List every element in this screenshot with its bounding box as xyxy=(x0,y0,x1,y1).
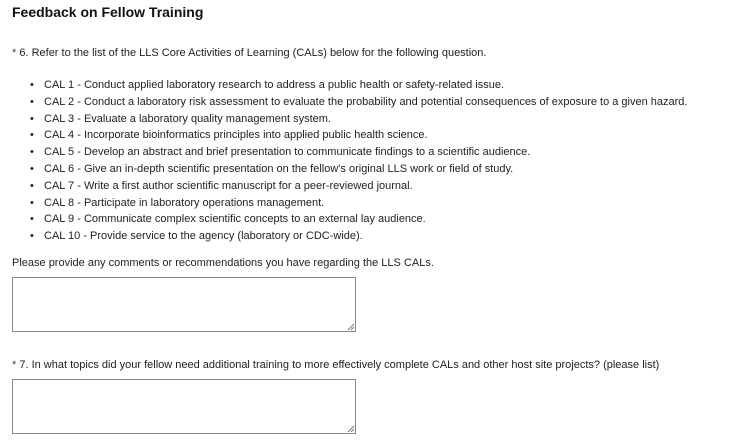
bullet-icon: • xyxy=(30,230,34,243)
bullet-icon: • xyxy=(30,179,34,192)
question-7 xyxy=(12,359,659,371)
cal-item-text: CAL 5 - Develop an abstract and brief presentation to communicate findings to a scientific audience. xyxy=(44,146,531,159)
question-6 xyxy=(12,47,486,59)
comments-prompt: Please provide any comments or recommendations you have regarding the LLS CALs. xyxy=(12,257,434,269)
question-6-text: 6. Refer to the list of the LLS Core Activities of Learning (CALs) below for the following question. xyxy=(19,47,487,59)
cal-item xyxy=(30,111,687,128)
cal-item-text: CAL 3 - Evaluate a laboratory quality management system. xyxy=(44,112,331,125)
cal-item-text: CAL 8 - Participate in laboratory operations management. xyxy=(44,196,325,209)
bullet-icon: • xyxy=(30,146,34,159)
cal-item xyxy=(30,144,687,161)
cal-item-text: CAL 4 - Incorporate bioinformatics principles into applied public health science. xyxy=(44,129,428,142)
page-title: Feedback on Fellow Training xyxy=(12,4,204,20)
comments-textarea[interactable] xyxy=(12,277,356,332)
cal-item-text: CAL 2 - Conduct a laboratory risk assessment to evaluate the probability and potential consequences of exposure to a given hazard. xyxy=(44,95,688,108)
cal-item xyxy=(30,94,687,111)
bullet-icon: • xyxy=(30,162,34,175)
resize-grip-icon[interactable] xyxy=(347,323,355,331)
bullet-icon: • xyxy=(30,129,34,142)
cal-item xyxy=(30,211,687,228)
bullet-icon: • xyxy=(30,112,34,125)
cal-item-text: CAL 6 - Give an in-depth scientific presentation on the fellow's original LLS work or field of study. xyxy=(44,162,514,175)
cal-item-text: CAL 7 - Write a first author scientific manuscript for a peer-reviewed journal. xyxy=(44,179,413,192)
cal-item-text: CAL 9 - Communicate complex scientific concepts to an external lay audience. xyxy=(44,213,426,226)
required-asterisk: * xyxy=(12,359,17,371)
question-7-text: 7. In what topics did your fellow need additional training to more effectively complete CALs and other host site projects? (please list) xyxy=(19,359,660,371)
required-asterisk: * xyxy=(12,47,17,59)
bullet-icon: • xyxy=(30,79,34,91)
bullet-icon: • xyxy=(30,196,34,209)
cal-item-text: CAL 1 - Conduct applied laboratory research to address a public health or safety-related issue. xyxy=(44,79,505,91)
bullet-icon: • xyxy=(30,95,34,108)
resize-grip-icon[interactable] xyxy=(347,425,355,433)
cal-item xyxy=(30,127,687,144)
cal-item xyxy=(30,77,687,94)
cal-item xyxy=(30,228,687,245)
cal-item xyxy=(30,161,687,178)
cal-item xyxy=(30,195,687,212)
training-topics-textarea[interactable] xyxy=(12,379,356,434)
bullet-icon: • xyxy=(30,213,34,226)
cal-list xyxy=(30,77,687,245)
cal-item-text: CAL 10 - Provide service to the agency (laboratory or CDC-wide). xyxy=(44,230,363,243)
cal-item xyxy=(30,178,687,195)
